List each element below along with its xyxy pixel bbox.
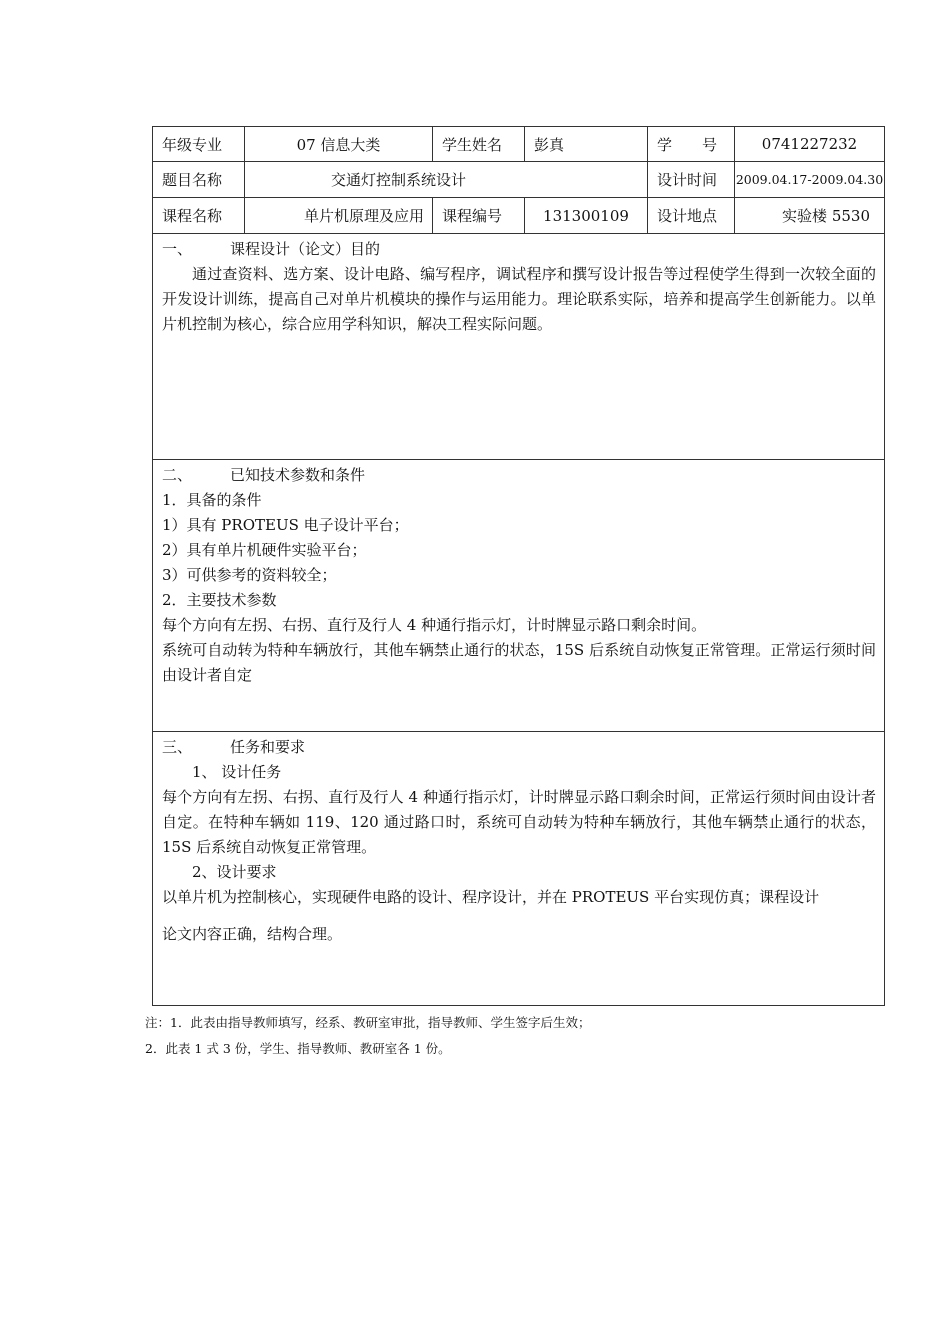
header-row-3 — [153, 198, 884, 234]
course-name-label: 课程名称 — [153, 198, 245, 233]
student-name-label: 学生姓名 — [433, 127, 525, 161]
section-parameters — [153, 460, 884, 732]
topic-value: 交通灯控制系统设计 — [245, 162, 648, 197]
topic-label: 题目名称 — [153, 162, 245, 197]
section-purpose — [153, 234, 884, 460]
student-name-value: 彭真 — [525, 127, 648, 161]
course-name-value: 单片机原理及应用 — [245, 198, 433, 233]
grade-major-label: 年级专业 — [153, 127, 245, 161]
section-number: 一、 — [162, 240, 193, 258]
section-title: 已知技术参数和条件 — [230, 466, 366, 484]
requirement-paragraph-2: 论文内容正确，结构合理。 — [162, 925, 343, 943]
grade-major-value: 07 信息大类 — [245, 127, 433, 161]
parameter-item: 每个方向有左拐、右拐、直行及行人 4 种通行指示灯，计时牌显示路口剩余时间。 — [162, 616, 707, 634]
section-title: 课程设计（论文）目的 — [230, 240, 381, 258]
section-purpose-heading — [162, 237, 876, 262]
parameter-item: 系统可自动转为特种车辆放行，其他车辆禁止通行的状态，15S 后系统自动恢复正常管理。正常运行须时间由设计者自定 — [162, 641, 876, 684]
section-number: 二、 — [162, 466, 193, 484]
course-code-value: 131300109 — [525, 198, 648, 233]
requirement-subheading: 2、设计要求 — [192, 863, 277, 881]
requirement-paragraph-1: 以单片机为控制核心，实现硬件电路的设计、程序设计，并在 PROTEUS 平台实现仿真；课程设计 — [162, 888, 820, 906]
section-parameters-heading — [162, 463, 876, 488]
student-id-value: 0741227232 — [761, 135, 858, 153]
design-place-value: 实验楼 5530 — [782, 207, 870, 225]
design-time-label: 设计时间 — [648, 162, 735, 197]
condition-item: 1）具有 PROTEUS 电子设计平台； — [162, 516, 409, 534]
parameters-heading: 2．主要技术参数 — [162, 591, 277, 609]
section-tasks — [153, 732, 884, 1005]
section-tasks-heading — [162, 735, 876, 760]
conditions-heading: 1．具备的条件 — [162, 491, 262, 509]
purpose-paragraph: 通过查资料、选方案、设计电路、编写程序，调试程序和撰写设计报告等过程使学生得到一次较全面的开发设计训练，提高自己对单片机模块的操作与运用能力。理论联系实际，培养和提高学生创新能力。以单片机控制为核心，综合应用学科知识，解决工程实际问题。 — [162, 265, 876, 333]
footnote-2: 2．此表 1 式 3 份，学生、指导教师、教研室各 1 份。 — [145, 1041, 451, 1056]
task-paragraph: 每个方向有左拐、右拐、直行及行人 4 种通行指示灯，计时牌显示路口剩余时间，正常运行须时间由设计者自定。在特种车辆如 119、120 通过路口时，系统可自动转为特种车辆放行，其他车辆禁止通行的状态，15S 后系统自动恢复正常管理。 — [162, 788, 876, 856]
condition-item: 2）具有单片机硬件实验平台； — [162, 541, 367, 559]
design-place-label: 设计地点 — [648, 198, 735, 233]
task-subheading: 1、 设计任务 — [192, 763, 282, 781]
condition-item: 3）可供参考的资料较全； — [162, 566, 337, 584]
section-title: 任务和要求 — [230, 738, 306, 756]
footnote-1: 注：1．此表由指导教师填写，经系、教研室审批，指导教师、学生签字后生效； — [145, 1015, 591, 1030]
task-form-table — [152, 126, 885, 1006]
course-code-label: 课程编号 — [433, 198, 525, 233]
header-row-1 — [153, 127, 884, 162]
section-number: 三、 — [162, 738, 193, 756]
header-row-2 — [153, 162, 884, 198]
student-id-label: 学 号 — [648, 127, 735, 161]
design-time-value: 2009.04.17-2009.04.30 — [735, 172, 884, 187]
